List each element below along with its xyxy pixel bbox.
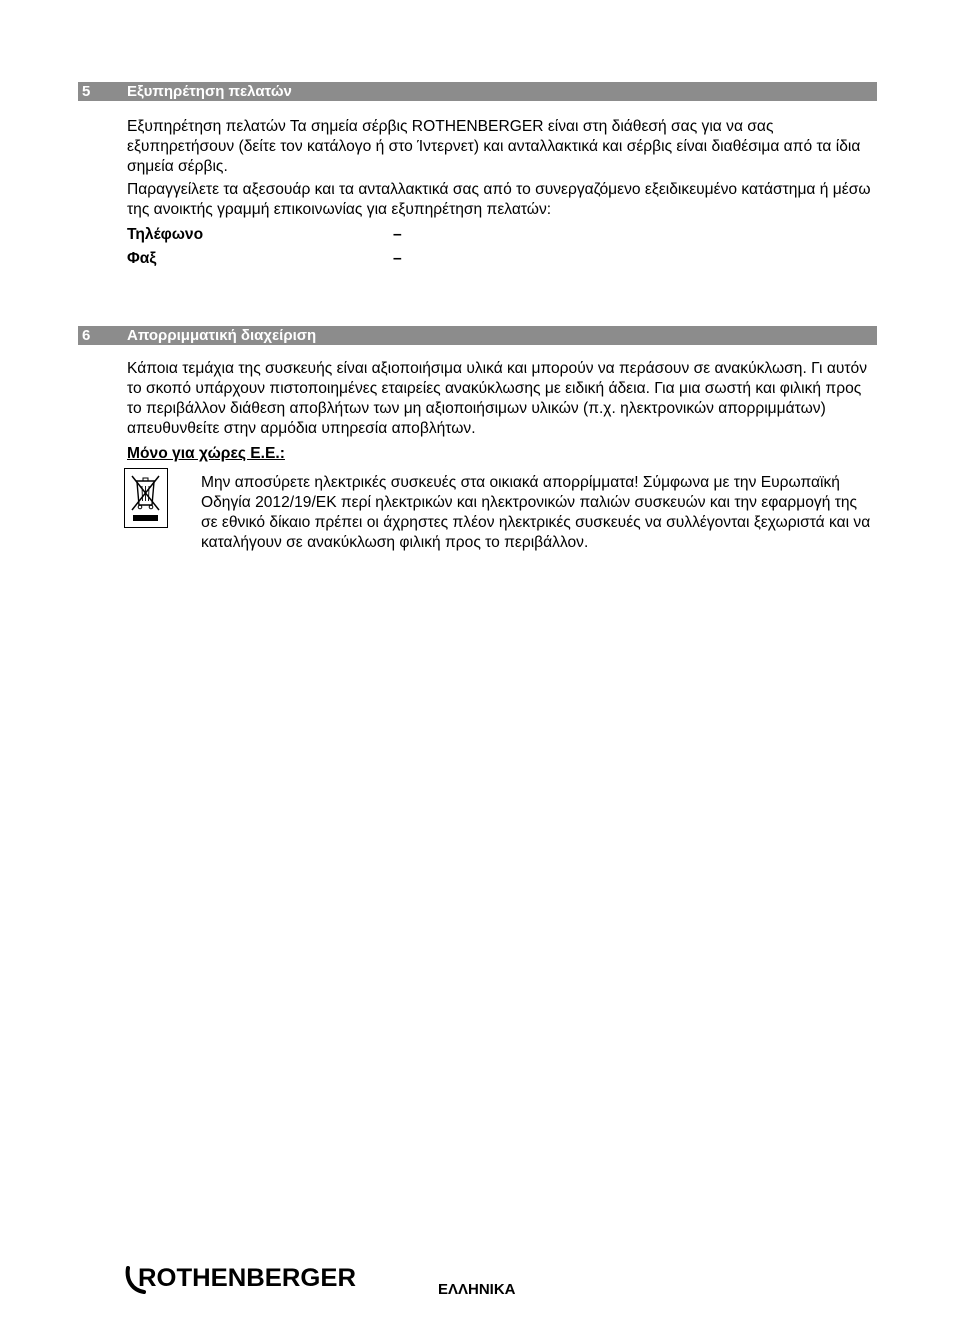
contact-label: Φαξ xyxy=(127,250,157,267)
contact-value: – xyxy=(393,226,402,243)
section-title: Εξυπηρέτηση πελατών xyxy=(127,83,292,100)
section-5-header xyxy=(78,82,877,101)
section-6-header xyxy=(78,326,877,345)
eu-disposal-text: Μην αποσύρετε ηλεκτρικές συσκευές στα οικιακά απορρίμματα! Σύμφωνα με την Ευρωπαϊκή Οδηγία 2012/19/ΕΚ περί ηλεκτρικών και ηλεκτρονικών παλιών συσκευών και την εφαρμογή της σε εθνικό δίκαιο πρέπει οι άχρηστες πλέον ηλεκτρικές συσκευές να συλλέγονται ξεχωριστά και να καταλήγουν σε ανακύκλωση φιλική προς το περιβάλλον. xyxy=(201,474,871,551)
brand-text: ROTHENBERGER xyxy=(138,1264,356,1292)
section-title: Απορριμματική διαχείριση xyxy=(127,327,317,344)
weee-crossed-bin-icon xyxy=(124,468,168,528)
contact-value: – xyxy=(393,250,402,267)
paragraph: Παραγγείλετε τα αξεσουάρ και τα ανταλλακτικά σας από το συνεργαζόμενο εξειδικευμένο κατάστημα ή μέσω της ανοικτής γραμμή επικοινωνίας για εξυπηρέτηση πελατών: xyxy=(127,181,871,218)
contact-row-phone xyxy=(127,225,402,245)
paragraph: Κάποια τεμάχια της συσκευής είναι αξιοποιήσιμα υλικά και μπορούν να περάσουν σε ανακύκλωση. Γι αυτόν το σκοπό υπάρχουν πιστοποιημένες εταιρείες ανακύκλωσης με ειδική άδεια. Για μια σωστή και φιλική προς το περιβάλλον διάθεση αποβλήτων των μη αξιοποιήσιμων υλικών (π.χ. ηλεκτρονικών απορριμμάτων) απευθυνθείτε στην αρμόδια υπηρεσία αποβλήτων. xyxy=(127,360,868,437)
contact-row-fax xyxy=(127,249,402,269)
section-number: 5 xyxy=(82,83,91,100)
paragraph: Εξυπηρέτηση πελατών Τα σημεία σέρβις ROTHENBERGER είναι στη διάθεσή σας για να σας εξυπηρετήσουν (δείτε τον κατάλογο ή στο Ίντερνετ) και ανταλλακτικά και σέρβις είναι διαθέσιμα από τα ίδια σημεία σέρβις. xyxy=(127,118,861,175)
eu-heading: Μόνο για χώρες Ε.Ε.: xyxy=(127,445,285,462)
rothenberger-logo xyxy=(124,1262,364,1296)
contact-label: Τηλέφωνο xyxy=(127,226,204,243)
language-label: ΕΛΛΗΝΙΚΑ xyxy=(438,1281,516,1298)
section-number: 6 xyxy=(82,327,91,344)
